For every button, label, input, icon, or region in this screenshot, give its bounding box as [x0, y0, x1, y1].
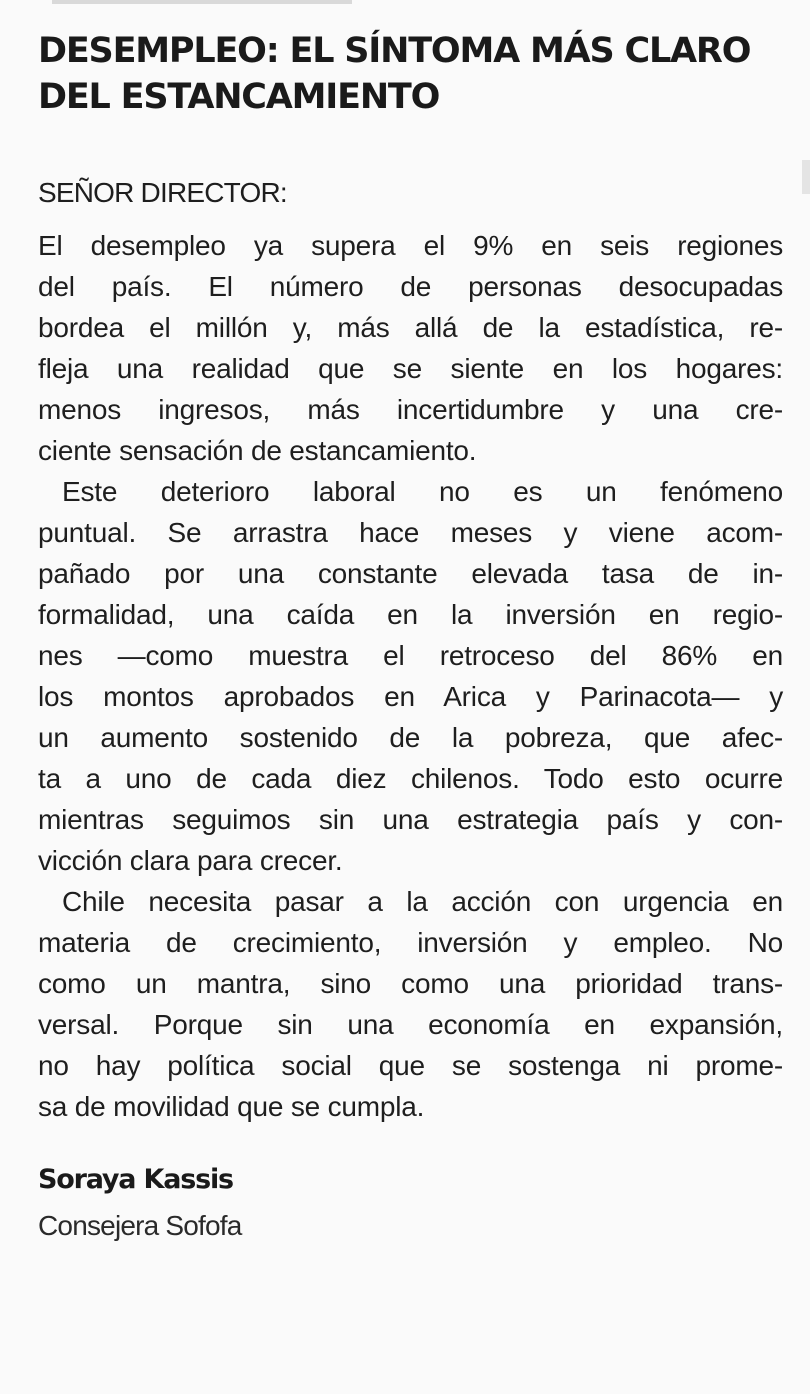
text-line: Chile necesita pasar a la acción con urgencia en: [62, 886, 783, 917]
headline-line: DEL ESTANCAMIENTO: [38, 77, 440, 117]
author-name: Soraya Kassis: [38, 1164, 233, 1195]
text-line: como un mantra, sino como una prioridad trans-: [38, 968, 783, 999]
text-line: del país. El número de personas desocupadas: [38, 271, 783, 302]
text-line: ta a uno de cada diez chilenos. Todo esto ocurre: [38, 763, 783, 794]
text-line: un aumento sostenido de la pobreza, que afec-: [38, 722, 783, 753]
text-line: versal. Porque sin una economía en expansión,: [38, 1009, 783, 1040]
headline: [38, 28, 788, 120]
text-line: pañado por una constante elevada tasa de in-: [38, 558, 783, 589]
paragraph-1: [38, 225, 783, 471]
text-line: materia de crecimiento, inversión y empleo. No: [38, 927, 783, 958]
text-line: Este deterioro laboral no es un fenómeno: [62, 476, 783, 507]
headline-line: DESEMPLEO: EL SÍNTOMA MÁS CLARO: [38, 31, 751, 71]
author-title: Consejera Sofofa: [38, 1210, 242, 1241]
text-line: mientras seguimos sin una estrategia país y con-: [38, 804, 783, 835]
paragraph-3: [38, 881, 783, 1127]
text-line: sa de movilidad que se cumpla.: [38, 1091, 425, 1122]
text-line: los montos aprobados en Arica y Parinacota— y: [38, 681, 783, 712]
text-line: nes —como muestra el retroceso del 86% en: [38, 640, 783, 671]
text-line: puntual. Se arrastra hace meses y viene acom-: [38, 517, 783, 548]
top-rule: [52, 0, 352, 4]
text-line: ciente sensación de estancamiento.: [38, 435, 477, 466]
signature-block: [38, 1160, 783, 1246]
text-line: fleja una realidad que se siente en los hogares:: [38, 353, 783, 384]
text-line: El desempleo ya supera el 9% en seis regiones: [38, 230, 783, 261]
text-line: vicción clara para crecer.: [38, 845, 343, 876]
salutation: SEÑOR DIRECTOR:: [38, 177, 287, 208]
text-line: menos ingresos, más incertidumbre y una cre-: [38, 394, 783, 425]
paragraph-2: [38, 471, 783, 881]
text-line: bordea el millón y, más allá de la estadística, re-: [38, 312, 783, 343]
letter-body: [38, 172, 783, 1127]
text-line: formalidad, una caída en la inversión en regio-: [38, 599, 783, 630]
text-line: no hay política social que se sostenga ni prome-: [38, 1050, 783, 1081]
edge-mark: [802, 160, 810, 194]
